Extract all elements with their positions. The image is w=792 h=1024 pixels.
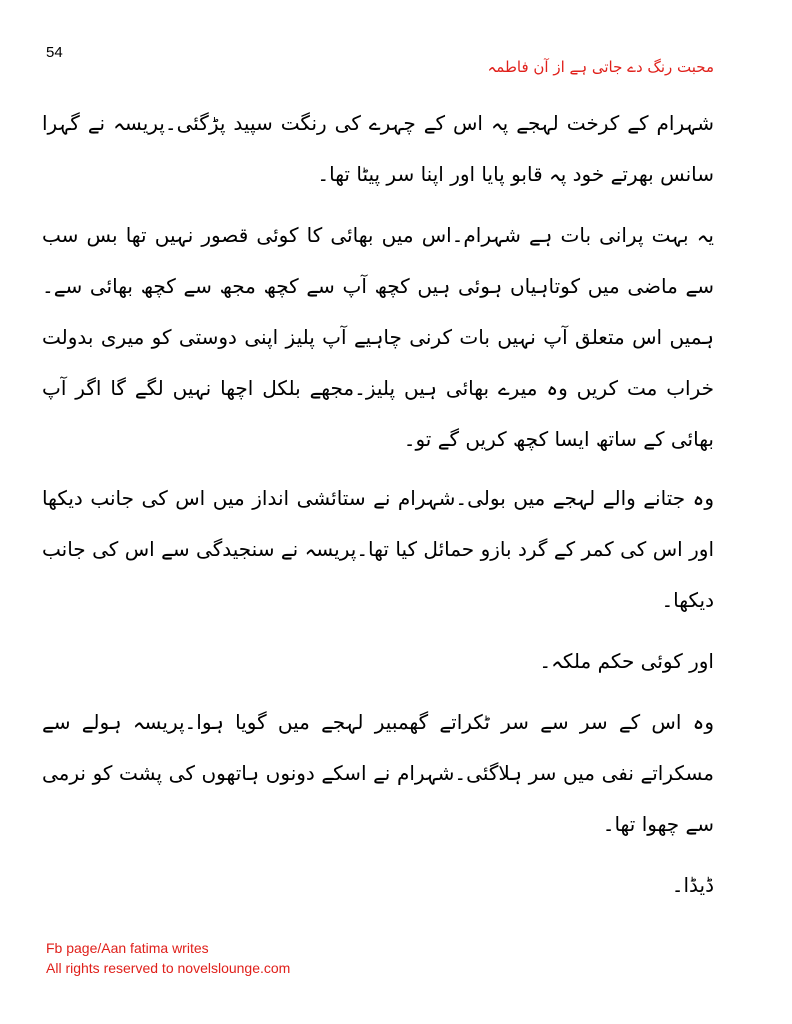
paragraph: وہ اس کے سر سے سر ٹکراتے گھمبیر لہجے میں گویا ہوا۔پریسہ ہولے سے مسکراتے نفی میں سر ہلاگئی۔شہرام نے اسکے دونوں ہاتھوں کی پشت کو نرمی سے چھوا تھا۔ — [42, 710, 715, 836]
running-header: محبت رنگ دے جاتی ہے از آن فاطمہ — [487, 58, 714, 76]
paragraph: وہ جتانے والے لہجے میں بولی۔شہرام نے ستائشی انداز میں اس کی جانب دیکھا اور اس کی کمر کے گرد بازو حمائل کیا تھا۔پریسہ نے سنجیدگی سے اس کی جانب دیکھا۔ — [42, 486, 714, 612]
paragraph: اور کوئی حکم ملکہ۔ — [539, 649, 714, 673]
paragraph: شہرام کے کرخت لہجے پہ اس کے چہرے کی رنگت سپید پڑگئی۔پریسہ نے گہرا سانس بھرتے خود پہ قابو پایا اور اپنا سر پیٹا تھا۔ — [42, 111, 714, 186]
footer-fb-page: Fb page/Aan fatima writes — [46, 940, 209, 956]
paragraph: ڈیڈا۔ — [671, 873, 714, 897]
footer-copyright: All rights reserved to novelslounge.com — [46, 960, 291, 976]
footer — [46, 938, 290, 978]
body-text — [42, 98, 714, 923]
page-number: 54 — [46, 44, 63, 61]
paragraph: یہ بہت پرانی بات ہے شہرام۔اس میں بھائی کا کوئی قصور نہیں تھا بس سب سے ماضی میں کوتاہیاں ہوئی ہیں کچھ آپ سے کچھ مجھ سے کچھ بھائی سے۔ہمیں اس متعلق آپ نہیں بات کرنی چاہیے آپ پلیز اپنی دوستی کو میری بدولت خراب مت کریں وہ میرے بھائی ہیں پلیز۔مجھے بلکل اچھا نہیں لگے گا اگر آپ بھائی کے ساتھ ایسا کچھ کریں گے تو۔ — [42, 223, 714, 451]
